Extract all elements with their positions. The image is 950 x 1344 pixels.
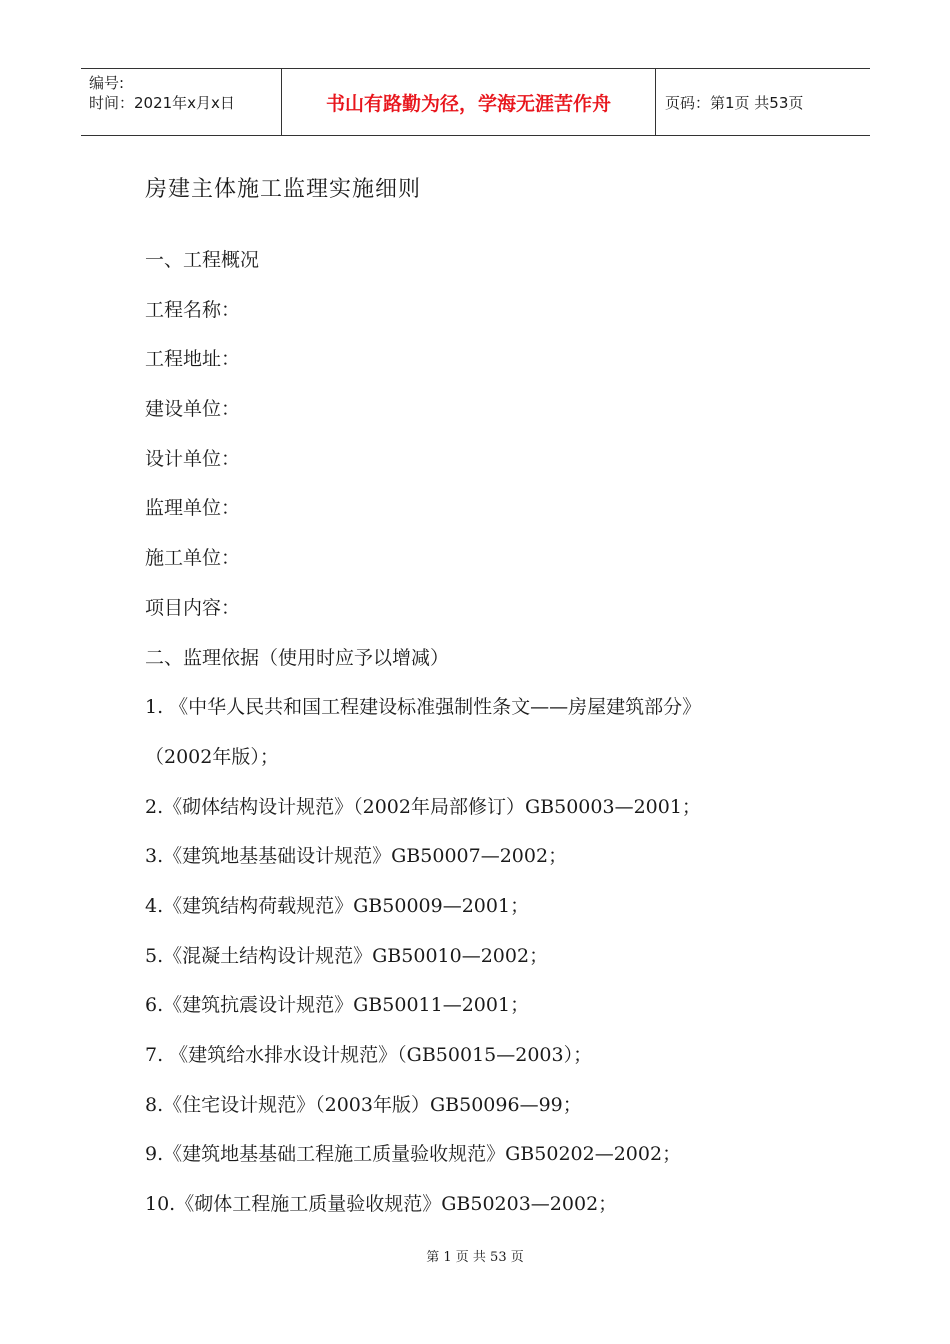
section-heading: 二、监理依据（使用时应予以增减） [145, 646, 450, 669]
list-item: 6.《建筑抗震设计规范》GB50011—2001； [145, 994, 530, 1017]
field-supervision-unit: 监理单位： [145, 497, 241, 520]
list-item: 5.《混凝土结构设计规范》GB50010—2002； [145, 944, 549, 967]
field-project-content: 项目内容： [145, 596, 241, 619]
page-footer: 第 1 页 共 53 页 [426, 1250, 524, 1265]
section-heading: 一、工程概况 [145, 249, 260, 271]
field-design-unit: 设计单位： [145, 447, 241, 470]
document-header [81, 68, 870, 136]
document-title: 房建主体施工监理实施细则 [145, 177, 422, 202]
field-project-address: 工程地址： [145, 348, 241, 371]
list-item: 4.《建筑结构荷载规范》GB50009—2001； [145, 894, 530, 917]
document-body [145, 244, 865, 1238]
page-info-text: 页码：第1页 共53页 [665, 93, 804, 112]
motto-text: 书山有路勤为径，学海无涯苦作舟 [325, 92, 611, 115]
list-item: 7. 《建筑给水排水设计规范》（GB50015—2003）； [145, 1044, 593, 1066]
field-construction-unit: 建设单位： [145, 398, 241, 421]
list-item: 1. 《中华人民共和国工程建设标准强制性条文——房屋建筑部分》 [145, 696, 702, 719]
list-item: 2.《砌体结构设计规范》（2002年局部修订）GB50003—2001； [145, 795, 701, 818]
motto-cell [282, 69, 656, 135]
list-item: 8.《住宅设计规范》（2003年版）GB50096—99； [145, 1093, 582, 1116]
time-label: 时间：2021年x月x日 [89, 94, 235, 112]
list-item: 10.《砌体工程施工质量验收规范》GB50203—2002； [145, 1193, 618, 1216]
field-contractor-unit: 施工单位： [145, 547, 241, 570]
field-project-name: 工程名称： [145, 298, 241, 321]
list-item: 9.《建筑地基基础工程施工质量验收规范》GB50202—2002； [145, 1143, 682, 1166]
list-item-continuation: （2002年版）； [145, 745, 279, 768]
serial-label: 编号: [89, 74, 125, 92]
list-item: 3.《建筑地基基础设计规范》GB50007—2002； [145, 845, 568, 868]
page-info-cell [656, 69, 870, 135]
header-meta-cell [81, 69, 282, 135]
